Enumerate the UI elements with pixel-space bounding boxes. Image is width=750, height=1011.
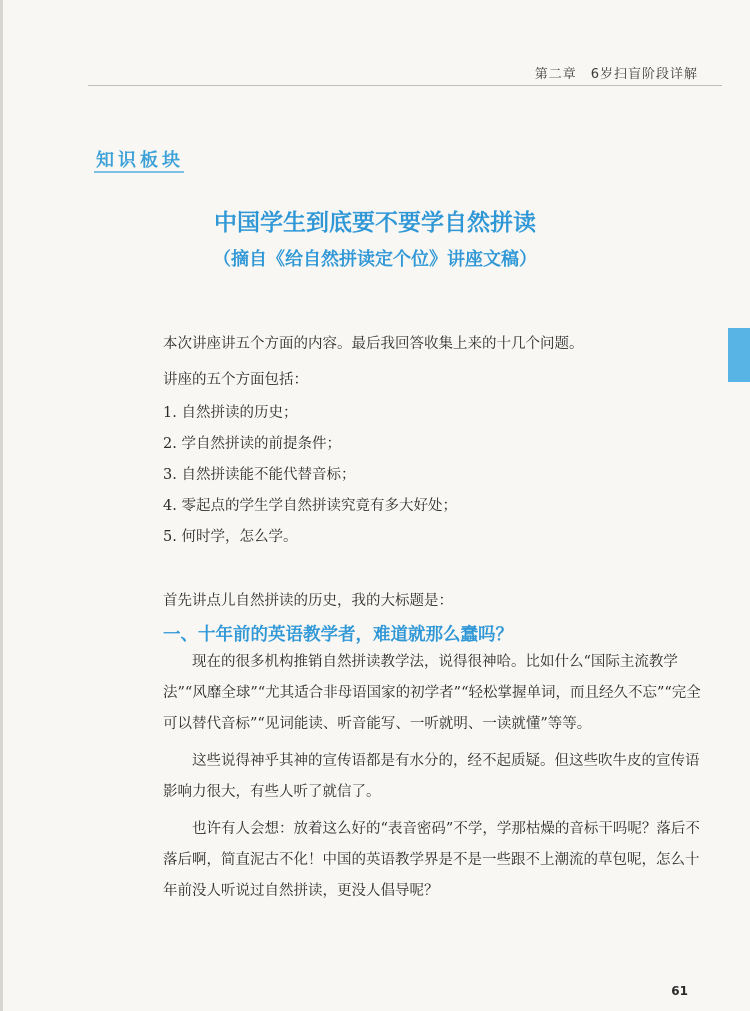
list-intro: 讲座的五个方面包括： — [163, 372, 308, 388]
body-text — [163, 647, 703, 907]
list-item: 2. 学自然拼读的前提条件； — [163, 436, 341, 452]
list-item: 5. 何时学，怎么学。 — [163, 529, 298, 545]
intro-paragraph: 本次讲座讲五个方面的内容。最后我回答收集上来的十几个问题。 — [163, 336, 584, 352]
section-label-underline — [94, 171, 184, 173]
chapter-side-tab — [728, 328, 750, 382]
body-paragraph: 也许有人会想：放着这么好的“表音密码”不学，学那枯燥的音标干吗呢？落后不落后啊，简直泥古不化！中国的英语教学界是不是一些跟不上潮流的草包呢，怎么十年前没人听说过自然拼读，更没人倡导呢？ — [163, 821, 700, 899]
section-heading: 一、十年前的英语教学者，难道就那么蠢吗？ — [163, 625, 513, 645]
running-header: 第二章 6岁扫盲阶段详解 — [534, 67, 698, 82]
lead-in-paragraph: 首先讲点儿自然拼读的历史，我的大标题是： — [163, 593, 453, 609]
article-title: 中国学生到底要不要学自然拼读 — [214, 210, 536, 236]
list-item: 1. 自然拼读的历史； — [163, 405, 298, 421]
article-subtitle: （摘自《给自然拼读定个位》讲座文稿） — [213, 249, 537, 270]
body-paragraph: 现在的很多机构推销自然拼读教学法，说得很神哈。比如什么“国际主流教学法”“风靡全球”“尤其适合非母语国家的初学者”“轻松掌握单词，而且经久不忘”“完全可以替代音标”“见词能读、听音能写、一听就明、一读就懂”等等。 — [163, 654, 701, 732]
body-paragraph: 这些说得神乎其神的宣传语都是有水分的，经不起质疑。但这些吹牛皮的宣传语影响力很大，有些人听了就信了。 — [163, 753, 700, 800]
page-number: 61 — [671, 984, 688, 998]
section-label: 知识板块 — [96, 150, 184, 171]
list-item: 3. 自然拼读能不能代替音标； — [163, 467, 356, 483]
list-item: 4. 零起点的学生学自然拼读究竟有多大好处； — [163, 498, 457, 514]
header-rule — [88, 85, 722, 86]
page-edge — [0, 0, 3, 1011]
